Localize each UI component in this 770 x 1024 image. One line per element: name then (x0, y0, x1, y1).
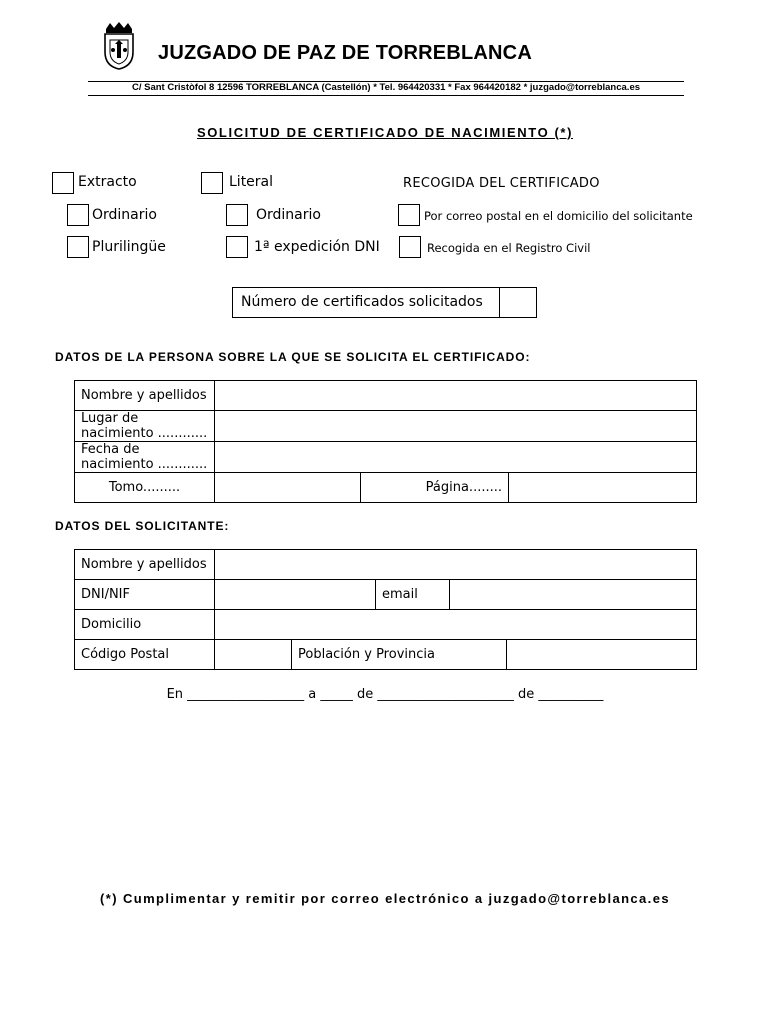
extracto-ordinario-checkbox[interactable] (67, 204, 89, 226)
persona-section-title: DATOS DE LA PERSONA SOBRE LA QUE SE SOLICITA EL CERTIFICADO: (55, 350, 531, 364)
persona-pagina-field[interactable] (509, 473, 697, 503)
footnote: (*) Cumplimentar y remitir por correo electrónico a juzgado@torreblanca.es (100, 891, 670, 906)
persona-tomo-label: Tomo......... (75, 473, 215, 503)
court-title: JUZGADO DE PAZ DE TORREBLANCA (158, 42, 532, 64)
solicitante-dni-field[interactable] (215, 580, 376, 610)
extracto-plurilingue-label: Plurilingüe (92, 239, 166, 255)
recogida-registro-label: Recogida en el Registro Civil (427, 241, 591, 255)
literal-label: Literal (229, 174, 274, 190)
literal-dni-checkbox[interactable] (226, 236, 248, 258)
recogida-correo-label: Por correo postal en el domicilio del solicitante (424, 209, 693, 223)
num-certificados-label: Número de certificados solicitados (233, 288, 500, 317)
solicitante-email-field[interactable] (450, 580, 697, 610)
literal-dni-label: 1ª expedición DNI (254, 239, 380, 255)
recogida-header: RECOGIDA DEL CERTIFICADO (403, 176, 600, 191)
document-title: SOLICITUD DE CERTIFICADO DE NACIMIENTO (*) (196, 125, 574, 140)
persona-pagina-label: Página........ (361, 473, 509, 503)
literal-ordinario-label: Ordinario (256, 207, 321, 223)
persona-table (74, 380, 697, 503)
solicitante-email-label: email (376, 580, 450, 610)
header-rule-bottom (88, 95, 684, 96)
coat-of-arms-icon (100, 20, 138, 70)
extracto-label: Extracto (78, 174, 137, 190)
extracto-ordinario-label: Ordinario (92, 207, 157, 223)
solicitante-poblacion-label: Población y Provincia (292, 640, 507, 670)
solicitante-cp-label: Código Postal (75, 640, 215, 670)
recogida-correo-checkbox[interactable] (398, 204, 420, 226)
num-certificados-box (232, 287, 537, 318)
court-address: C/ Sant Cristòfol 8 12596 TORREBLANCA (Castellón) * Tel. 964420331 * Fax 964420182 * juzgado@torreblanca.es (131, 82, 641, 93)
persona-nombre-field[interactable] (215, 381, 697, 411)
solicitante-poblacion-field[interactable] (507, 640, 697, 670)
solicitante-domicilio-field[interactable] (215, 610, 697, 640)
solicitante-cp-field[interactable] (215, 640, 292, 670)
literal-ordinario-checkbox[interactable] (226, 204, 248, 226)
persona-nombre-label: Nombre y apellidos (75, 381, 215, 411)
persona-tomo-field[interactable] (215, 473, 361, 503)
recogida-registro-checkbox[interactable] (399, 236, 421, 258)
persona-fecha-field[interactable] (215, 442, 697, 473)
solicitante-table (74, 549, 697, 670)
num-certificados-input[interactable] (500, 288, 536, 317)
extracto-checkbox[interactable] (52, 172, 74, 194)
persona-lugar-field[interactable] (215, 411, 697, 442)
extracto-plurilingue-checkbox[interactable] (67, 236, 89, 258)
date-line: En __________________ a _____ de _____________________ de __________ (166, 687, 604, 702)
solicitante-nombre-field[interactable] (215, 550, 697, 580)
solicitante-domicilio-label: Domicilio (75, 610, 215, 640)
solicitante-dni-label: DNI/NIF (75, 580, 215, 610)
persona-lugar-label: Lugar de nacimiento ............ (75, 411, 215, 442)
persona-fecha-label: Fecha de nacimiento ............ (75, 442, 215, 473)
literal-checkbox[interactable] (201, 172, 223, 194)
solicitante-nombre-label: Nombre y apellidos (75, 550, 215, 580)
solicitante-section-title: DATOS DEL SOLICITANTE: (55, 519, 230, 533)
